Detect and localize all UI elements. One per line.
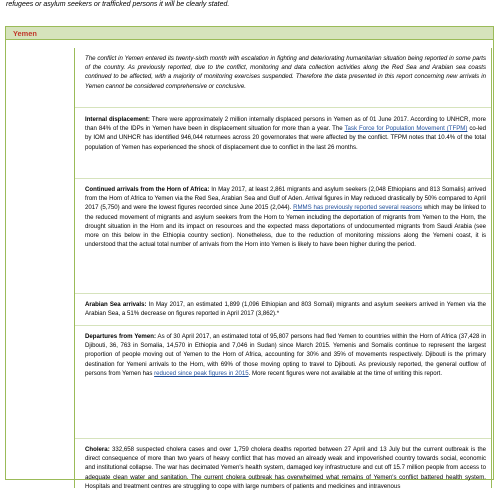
paragraph-heading: Internal displacement: [85,116,150,123]
section-title: Yemen [13,29,37,38]
paragraph-heading: Continued arrivals from the Horn of Africa: [85,186,210,193]
horn-arrivals-paragraph [85,185,486,249]
section-header [5,26,494,40]
section-body [5,40,494,490]
paragraph-text: . More recent figures were not available at the time of writing this report. [248,369,443,377]
tfpm-link[interactable]: Task Force for Population Movement (TFPM) [344,125,468,133]
previous-page-note: refugees or asylum seekers or trafficked persons it will be clearly stated. [6,1,230,8]
peak-figures-link[interactable]: reduced since peak figures in 2015 [154,369,249,377]
paragraph-text: which may be linked to the reduced movement of migrants and asylum seekers from the Horn to Yemen including the deportation of migrants from Yemen to the Horn, the drought situation in the Horn and its impact on resources and the expected mass deportations of undocumented migrants from Saudi Arabia (see more on this below in the Ethiopia country section). Nonetheless, due to the reduction of monitoring missions along the Yemeni coast, it is understood that the actual total number of arrivals from the Horn into Yemen is likely to have been higher during the period. [85,204,486,249]
divider [75,178,491,179]
rmms-reasons-link[interactable]: RMMS has previously reported several reasons [293,204,423,212]
paragraph-text: There were approximately 2 million internally displaced persons in Yemen as of 01 June 2017. According to UNHCR, more than 84% of the IDPs in Yemen have been in displacement situation for more than a year. The [85,116,486,133]
cholera-paragraph [85,445,486,491]
paragraph-heading: Departures from Yemen: [85,333,156,340]
content-box [74,48,492,488]
internal-displacement-paragraph [85,115,486,152]
divider [75,107,491,108]
paragraph-text: 332,658 suspected cholera cases and over 1,759 cholera deaths reported between 27 April and 13 July but the current outbreak is the direct consequence of more than two years of heavy conflict that has moved an already weak and impoverished country towards social, economic and institutional collapse. The war has decimated Yemen's health system, damaged key infrastructure and cut off 15.7 million people from access to adequate clean water and sanitation. The current cholera outbreak has overwhelmed what remains of Yemen's conflict battered health system. Hospitals and treatment centres are struggling to cope with large numbers of patients and medicines and intravenous [85,446,486,490]
divider [75,325,491,326]
intro-paragraph: The conflict in Yemen entered its twenty-sixth month with escalation in fighting and deteriorating humanitarian situation being reported in some parts of the country. As previously reported, due to the conflict, monitoring and data collection activities along the Red Sea and Arabian sea coasts continued to be affected, with a majority of monitoring exercises suspended. Therefore the data presented in this report concerning new arrivals in Yemen cannot be considered comprehensive or conclusive. [85,55,486,90]
departures-paragraph [85,332,486,378]
paragraph-text: In May 2017, at least 2,861 migrants and asylum seekers (2,048 Ethiopians and 813 Somalis) arrived from the Horn of Africa to Yemen via the Red Sea, Arabian Sea and Gulf of Aden. Arrival figures in May reduced drastically by 50% compared to April 2017 (5,750) and were the lowest figures recorded since June 2015 (2,044). [85,186,486,212]
paragraph-heading: Arabian Sea arrivals: [85,301,147,308]
paragraph-text: co-led by IOM and UNHCR has identified 946,044 returnees across 20 governorates that were affected by the conflict. TFPM notes that 10.4% of the total population of Yemen has experienced the shock of displacement due to conflict in the last 26 months. [85,125,486,151]
divider [75,438,491,439]
arabian-sea-paragraph [85,300,486,318]
paragraph-text: In May 2017, an estimated 1,899 (1,096 Ethiopian and 803 Somali) migrants and asylum seekers arrived in Yemen via the Arabian Sea, a 51% decrease on figures reported in April 2017 (3,862).* [85,301,486,318]
paragraph-heading: Cholera: [85,446,110,453]
divider [75,293,491,294]
paragraph-text: As of 30 April 2017, an estimated total of 95,807 persons had fled Yemen to countries within the Horn of Africa (37,428 in Djibouti, 36, 763 in Somalia, 14,570 in Ethiopia and 7,046 in Sudan) since March 2015. Yemenis and Somalis continue to represent the largest proportion of people moving out of Yemen to the Horn of Africa, accounting for 30% and 35% of movements respectively. Djibouti is the primary destination for Yemeni arrivals to the Horn, with 69% of those moving opting to travel to Djibouti. As previously reported, the general outflow of persons from Yemen has [85,333,486,377]
